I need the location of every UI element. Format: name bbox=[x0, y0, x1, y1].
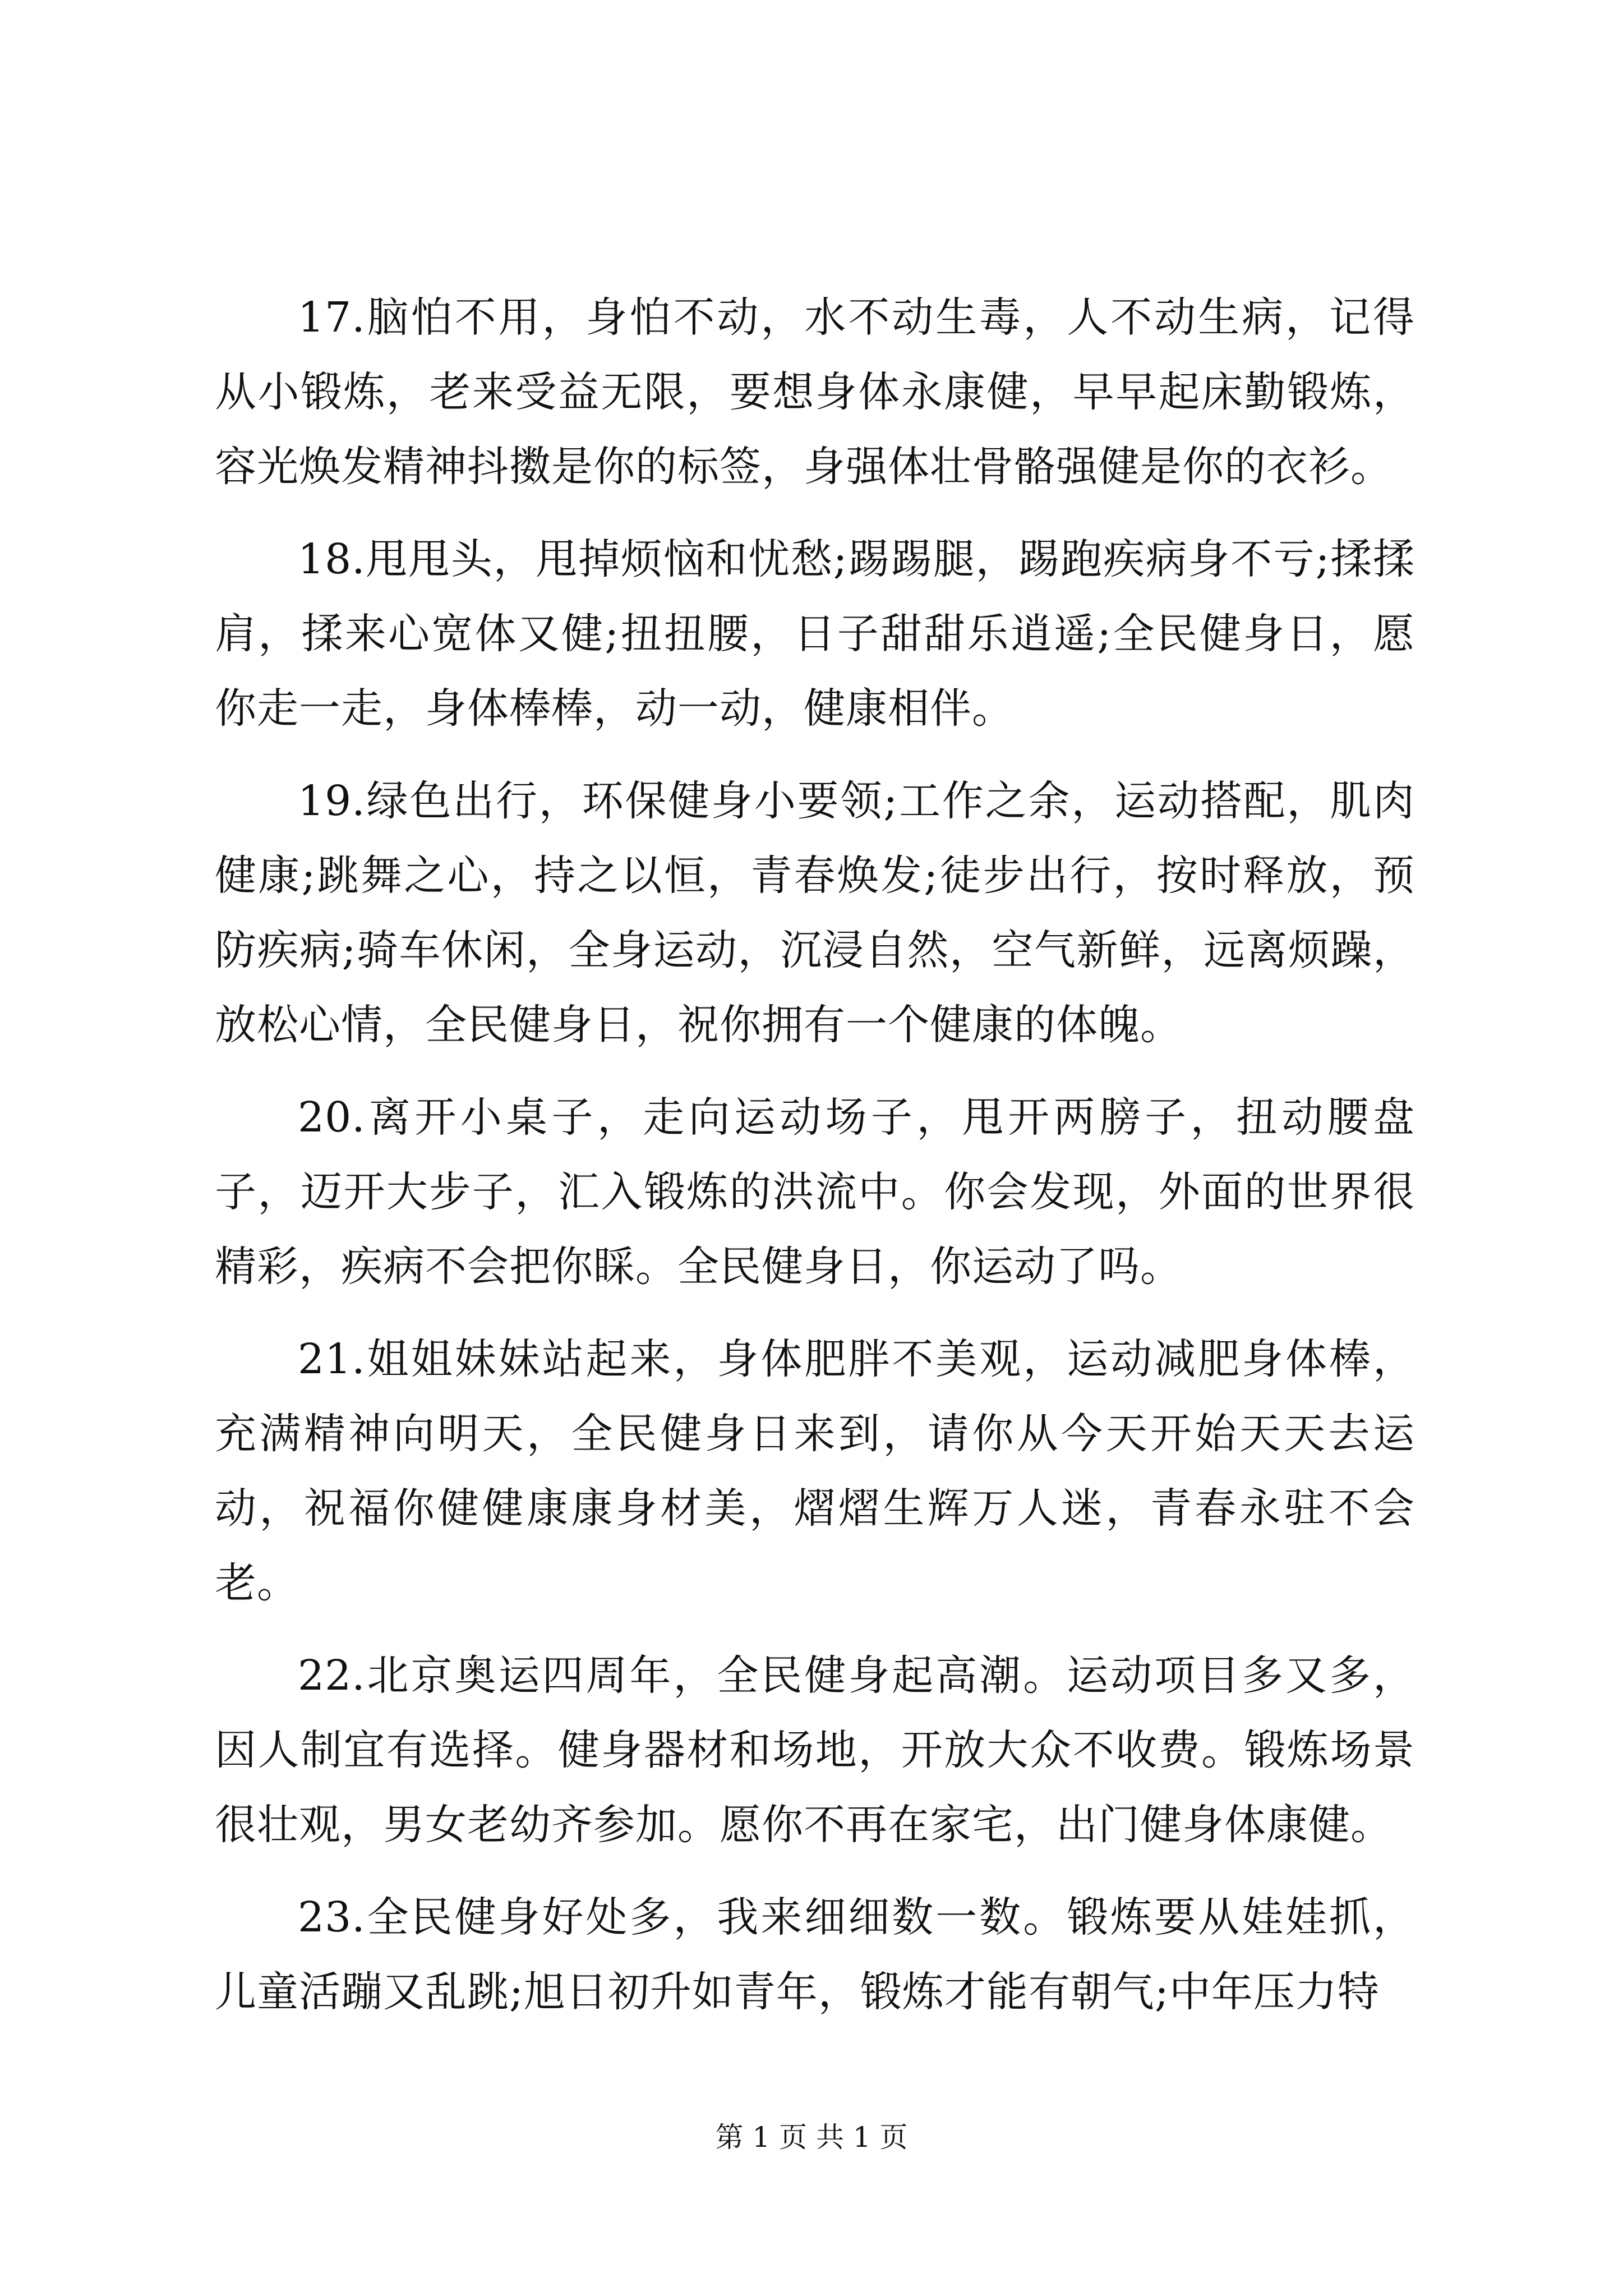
page-number: 第 1 页 共 1 页 bbox=[715, 2121, 908, 2154]
paragraph-19: 19.绿色出行，环保健身小要领;工作之余，运动搭配，肌肉健康;跳舞之心，持之以恒，青春焕发;徒步出行，按时释放，预防疾病;骑车休闲，全身运动，沉浸自然，空气新鲜，远离烦躁，放松心情，全民健身日，祝你拥有一个健康的体魄。 bbox=[215, 777, 1415, 1049]
page-footer bbox=[0, 2118, 1623, 2157]
paragraph-17: 17.脑怕不用，身怕不动，水不动生毒，人不动生病，记得从小锻炼，老来受益无限，要想身体永康健，早早起床勤锻炼，容光焕发精神抖擞是你的标签，身强体壮骨骼强健是你的衣衫。 bbox=[215, 293, 1415, 491]
paragraph-18: 18.甩甩头，甩掉烦恼和忧愁;踢踢腿，踢跑疾病身不亏;揉揉肩，揉来心宽体又健;扭扭腰，日子甜甜乐逍遥;全民健身日，愿你走一走，身体棒棒，动一动，健康相伴。 bbox=[215, 535, 1415, 733]
paragraph-22: 22.北京奥运四周年，全民健身起高潮。运动项目多又多，因人制宜有选择。健身器材和场地，开放大众不收费。锻炼场景很壮观，男女老幼齐参加。愿你不再在家宅，出门健身体康健。 bbox=[215, 1651, 1415, 1849]
paragraph-21: 21.姐姐妹妹站起来，身体肥胖不美观，运动减肥身体棒，充满精神向明天，全民健身日来到，请你从今天开始天天去运动，祝福你健健康康身材美，熠熠生辉万人迷，青春永驻不会老。 bbox=[215, 1335, 1415, 1607]
paragraph-20: 20.离开小桌子，走向运动场子，甩开两膀子，扭动腰盘子，迈开大步子，汇入锻炼的洪流中。你会发现，外面的世界很精彩，疾病不会把你睬。全民健身日，你运动了吗。 bbox=[215, 1093, 1415, 1291]
paragraph-23: 23.全民健身好处多，我来细细数一数。锻炼要从娃娃抓，儿童活蹦又乱跳;旭日初升如青年，锻炼才能有朝气;中年压力特 bbox=[215, 1893, 1415, 2016]
document-body bbox=[215, 280, 1415, 2047]
